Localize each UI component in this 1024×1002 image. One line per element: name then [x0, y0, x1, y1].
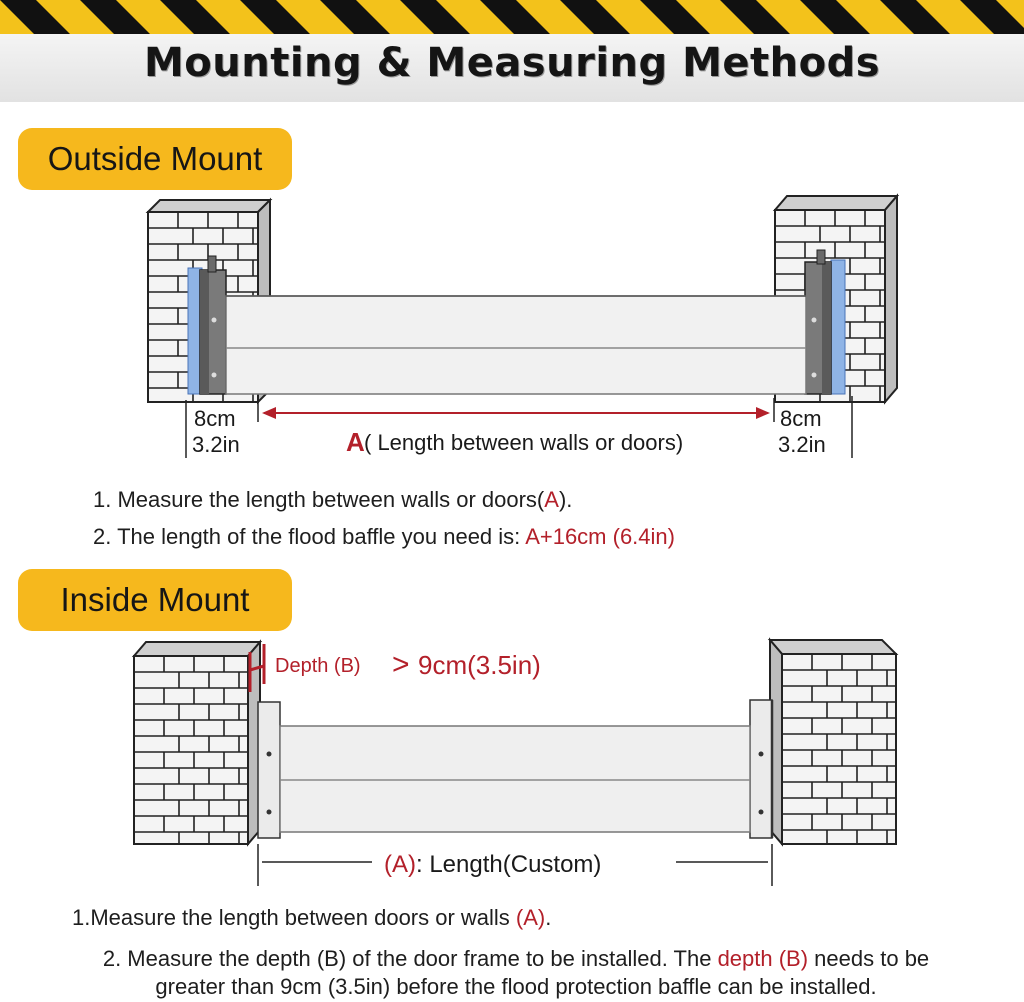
inside-step-2: 2. Measure the depth (B) of the door frame to be installed. The depth (B) needs to be greater than 9cm (3.5in) before the flood protection baffle can be installed.	[102, 946, 930, 999]
depth-b-symbol: >	[392, 648, 410, 681]
flood-baffle-panels	[280, 726, 750, 832]
outside-mount-diagram	[0, 190, 1024, 468]
length-a-caption: ( Length between walls or doors)	[364, 430, 684, 455]
right-depth-cm: 8cm	[780, 406, 822, 431]
outside-mount-label: Outside Mount	[18, 128, 292, 190]
depth-b-value: 9cm(3.5in)	[418, 650, 541, 680]
right-brick-pillar	[770, 640, 896, 844]
right-inside-frame	[750, 700, 772, 838]
left-inside-frame	[258, 702, 280, 838]
inside-step-1: 1.Measure the length between doors or walls (A).	[72, 905, 552, 930]
hazard-stripe	[0, 0, 1024, 34]
length-custom-label: (A): Length(Custom)	[384, 851, 602, 878]
inside-mount-diagram	[0, 632, 1024, 900]
depth-b-label: Depth (B)	[275, 655, 361, 677]
right-depth-in: 3.2in	[778, 432, 826, 457]
left-brick-pillar	[134, 642, 260, 844]
right-mounting-post	[805, 250, 831, 394]
left-mounting-post	[200, 256, 226, 394]
length-a-letter: A	[346, 427, 365, 457]
page-title: Mounting & Measuring Methods	[143, 40, 881, 86]
left-depth-in: 3.2in	[192, 432, 240, 457]
outside-step-2: 2. The length of the flood baffle you need is: A+16cm (6.4in)	[93, 524, 675, 549]
flood-baffle-panels	[226, 296, 806, 394]
right-seal-strip	[831, 260, 845, 394]
left-depth-cm: 8cm	[194, 406, 236, 431]
outside-step-1: 1. Measure the length between walls or doors(A).	[93, 487, 573, 512]
inside-mount-label: Inside Mount	[18, 569, 292, 631]
length-a-arrow	[262, 407, 770, 419]
